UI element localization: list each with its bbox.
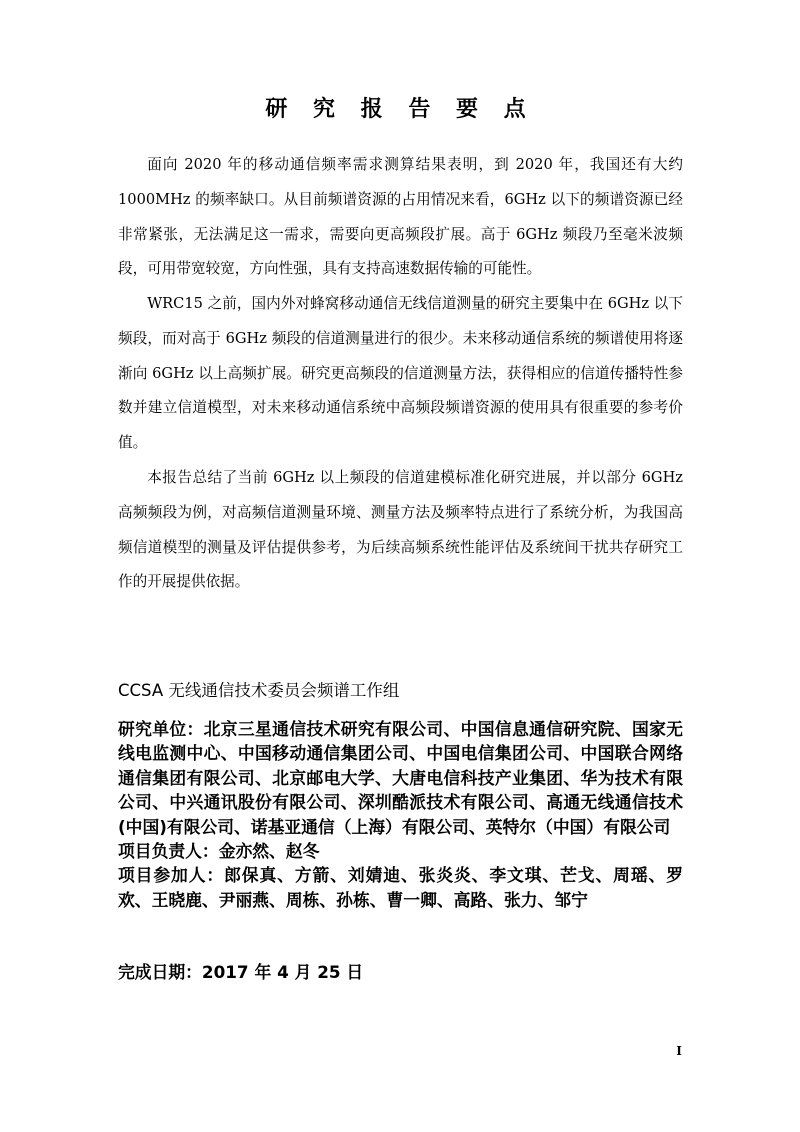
- paragraph-2: WRC15 之前，国内外对蜂窝移动通信无线信道测量的研究主要集中在 6GHz 以下频段，而对高于 6GHz 频段的信道测量进行的很少。未来移动通信系统的频谱使用将逐渐向 6GHz 以上高频扩展。研究更高频段的信道测量方法，获得相应的信道传播特性参数并建立信道模型，对未来移动通信系统中高频段频谱资源的使用具有很重要的参考价值。: [118, 295, 683, 452]
- paragraph-3: 本报告总结了当前 6GHz 以上频段的信道建模标准化研究进展，并以部分 6GHz 高频频段为例，对高频信道测量环境、测量方法及频率特点进行了系统分析，为我国高频信道模型的测量及评估提供参考，为后续高频系统性能评估及系统间干扰共存研究工作的开展提供依据。: [118, 469, 683, 591]
- completion-date: 完成日期：2017 年 4 月 25 日: [118, 962, 364, 982]
- project-leaders: 项目负责人：金亦然、赵冬: [118, 841, 320, 862]
- project-info: [118, 717, 683, 912]
- project-participants: 项目参加人：郎保真、方箭、刘婧迪、张炎炎、李文琪、芒戈、周瑶、罗欢、王晓鹿、尹丽燕、周栋、孙栋、曹一卿、高路、张力、邹宁: [118, 865, 683, 910]
- research-units: 研究单位：北京三星通信技术研究有限公司、中国信息通信研究院、国家无线电监测中心、中国移动通信集团公司、中国电信集团公司、中国联合网络通信集团有限公司、北京邮电大学、大唐电信科技产业集团、华为技术有限公司、中兴通讯股份有限公司、深圳酷派技术有限公司、高通无线通信技术(中国)有限公司、诺基亚通信（上海）有限公司、英特尔（中国）有限公司: [118, 719, 683, 837]
- report-title: 研 究 报 告 要 点: [265, 96, 535, 122]
- paragraph-1: 面向 2020 年的移动通信频率需求测算结果表明，到 2020 年，我国还有大约 1000MHz 的频率缺口。从目前频谱资源的占用情况来看，6GHz 以下的频谱资源已经非常紧张，无法满足这一需求，需要向更高频段扩展。高于 6GHz 频段乃至毫米波频段，可用带宽较宽，方向性强，具有支持高速数据传输的可能性。: [118, 156, 683, 278]
- organization-name: CCSA 无线通信技术委员会频谱工作组: [118, 681, 400, 700]
- page-number: I: [676, 1044, 682, 1058]
